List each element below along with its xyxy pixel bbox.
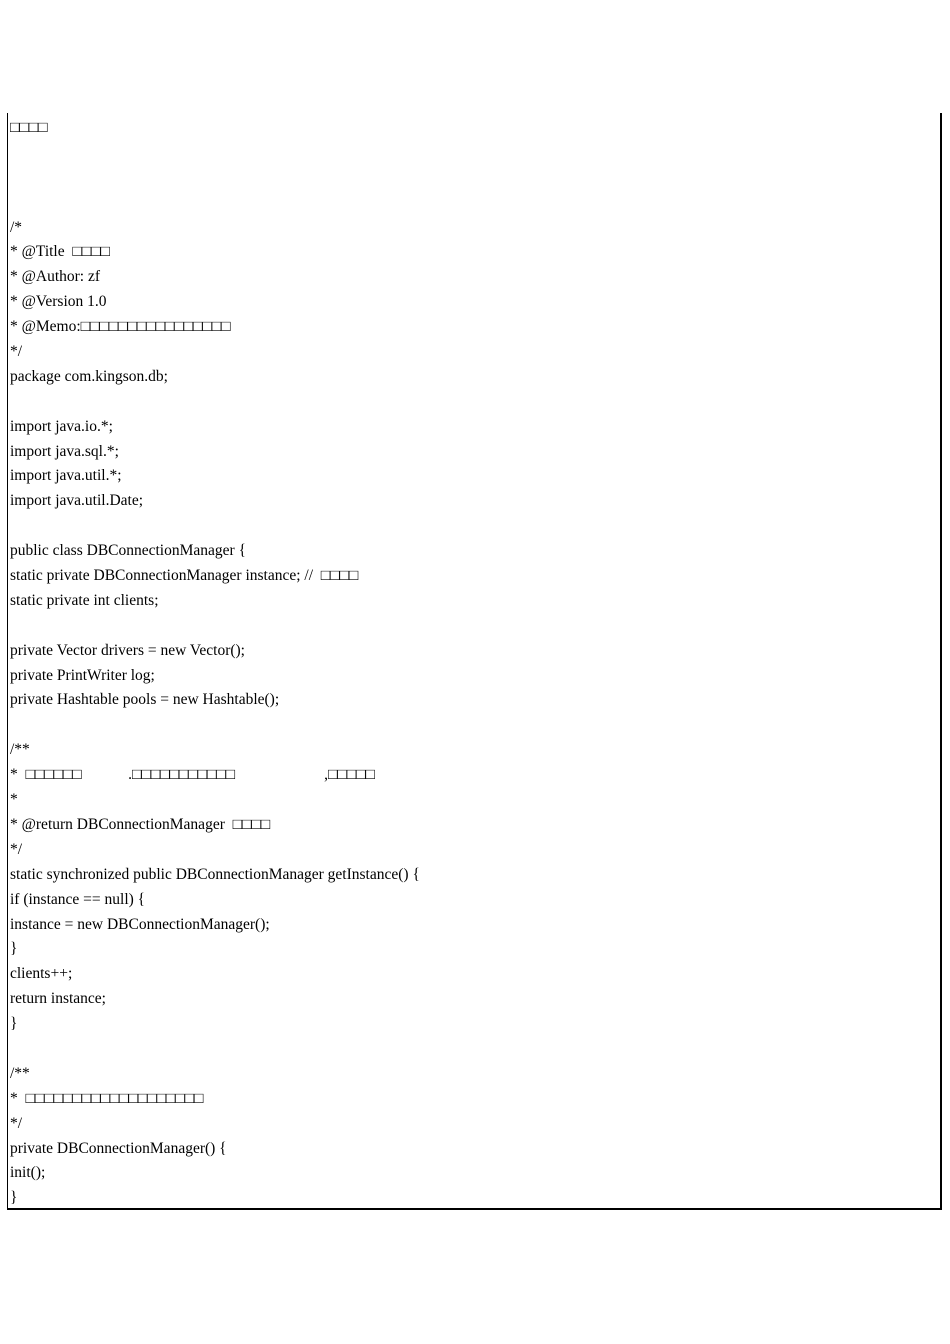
blank-line [10, 713, 930, 738]
blank-line [10, 614, 930, 639]
code-line: private Vector drivers = new Vector(); [10, 641, 245, 659]
code-line: * □□□□□□ .□□□□□□□□□□□ ,□□□□□ [10, 766, 375, 784]
code-listing [10, 116, 930, 1211]
code-line: private PrintWriter log; [10, 666, 155, 684]
code-line: } [10, 1015, 18, 1033]
code-line: private DBConnectionManager() { [10, 1139, 227, 1157]
code-line: static private int clients; [10, 591, 159, 609]
code-line: /* [10, 218, 23, 236]
code-line: * @Version 1.0 [10, 293, 107, 311]
blank-line [10, 141, 930, 166]
code-line: public class DBConnectionManager { [10, 542, 247, 560]
code-line: */ [10, 840, 23, 858]
code-line: static private DBConnectionManager instance; // □□□□ [10, 567, 359, 585]
code-line: * □□□□□□□□□□□□□□□□□□□ [10, 1089, 204, 1107]
blank-line [10, 514, 930, 539]
code-line: */ [10, 343, 23, 361]
code-line: */ [10, 1114, 23, 1132]
code-line: import java.util.*; [10, 467, 122, 485]
code-line: /** [10, 741, 30, 759]
code-line: import java.sql.*; [10, 442, 119, 460]
code-line: * @Author: zf [10, 268, 101, 286]
code-line: * [10, 791, 18, 809]
code-line: static synchronized public DBConnectionManager getInstance() { [10, 865, 420, 883]
code-line: * @Title □□□□ [10, 243, 110, 261]
code-line: package com.kingson.db; [10, 367, 168, 385]
code-line: import java.util.Date; [10, 492, 144, 510]
code-line: return instance; [10, 990, 106, 1008]
code-line: clients++; [10, 965, 73, 983]
blank-line [10, 390, 930, 415]
blank-line [10, 191, 930, 216]
code-line: instance = new DBConnectionManager(); [10, 915, 270, 933]
code-line: □□□□ [10, 119, 48, 136]
code-line: private Hashtable pools = new Hashtable(); [10, 691, 280, 709]
blank-line [10, 1037, 930, 1062]
code-line: * @Memo:□□□□□□□□□□□□□□□□ [10, 318, 231, 336]
code-line: import java.io.*; [10, 417, 113, 435]
code-line: } [10, 1189, 18, 1207]
code-line: if (instance == null) { [10, 890, 146, 908]
code-line: } [10, 940, 18, 958]
blank-line [10, 166, 930, 191]
code-line: * @return DBConnectionManager □□□□ [10, 815, 271, 833]
code-line: /** [10, 1064, 30, 1082]
code-line: init(); [10, 1164, 46, 1182]
